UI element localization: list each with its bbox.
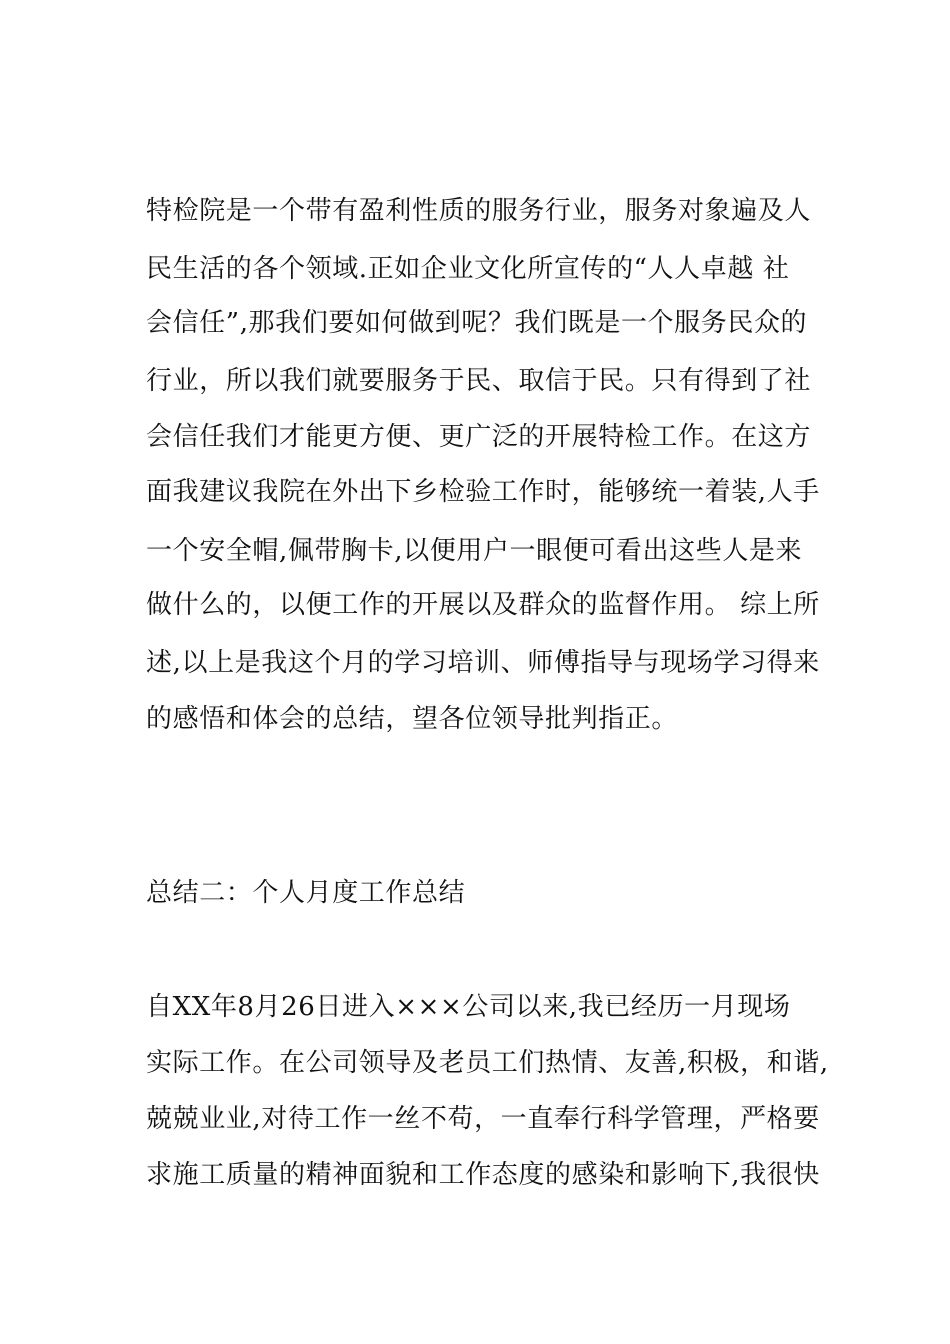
paragraph-1-line: 的感悟和体会的总结，望各位领导批判指正。 — [146, 704, 679, 734]
paragraph-1-line: 做什么的，以便工作的开展以及群众的监督作用。 综上所 — [146, 590, 820, 620]
section-heading: 总结二：个人月度工作总结 — [146, 878, 466, 908]
paragraph-1-line: 特检院是一个带有盈利性质的服务行业，服务对象遍及人 — [146, 196, 812, 226]
paragraph-2-line: 实际工作。在公司领导及老员工们热情、友善,积极，和谐, — [146, 1048, 829, 1078]
paragraph-1-line: 会信任”,那我们要如何做到呢？我们既是一个服务民众的 — [146, 308, 808, 338]
paragraph-1-line: 一个安全帽,佩带胸卡,以便用户一眼便可看出这些人是来 — [146, 536, 803, 566]
paragraph-1-line: 民生活的各个领域.正如企业文化所宣传的“人人卓越 社 — [146, 254, 790, 284]
paragraph-1-line: 会信任我们才能更方便、更广泛的开展特检工作。在这方 — [146, 422, 812, 452]
paragraph-2-line: 自XX年8月26日进入×××公司以来,我已经历一月现场 — [146, 992, 791, 1022]
paragraph-2-line: 求施工质量的精神面貌和工作态度的感染和影响下,我很快 — [146, 1160, 820, 1190]
paragraph-2-line: 兢兢业业,对待工作一丝不苟，一直奉行科学管理，严格要 — [146, 1104, 820, 1134]
paragraph-1-line: 行业，所以我们就要服务于民、取信于民。只有得到了社 — [146, 366, 812, 396]
paragraph-1-line: 述,以上是我这个月的学习培训、师傅指导与现场学习得来 — [146, 648, 820, 678]
paragraph-1-line: 面我建议我院在外出下乡检验工作时，能够统一着装,人手 — [146, 477, 820, 507]
